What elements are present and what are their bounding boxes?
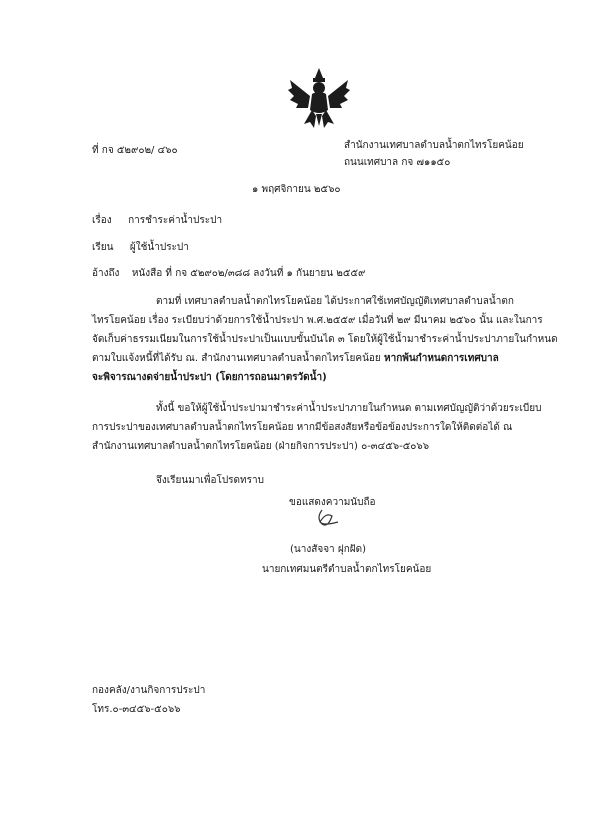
paragraph-2-line-1: ทั้งนี้ ขอให้ผู้ใช้น้ำประปามาชำระค่าน้ำประปาภายในกำหนด ตามเทศบัญญัติว่าด้วยระเบียบ [156,403,542,414]
paragraph-1-line-2: ไทรโยคน้อย เรื่อง ระเบียบว่าด้วยการใช้น้ำประปา พ.ศ.๒๕๕๙ เมื่อวันที่ ๒๙ มีนาคม ๒๕๖๐ นั้น และในการ [92,315,543,326]
document-number: ที่ กจ ๕๒๙๐๒/ ๔๖๐ [92,145,178,156]
recipient-row [92,240,189,255]
recipient-label: เรียน [92,242,114,253]
reference-label: อ้างถึง [92,268,120,279]
paragraph-2-line-2: การประปาของเทศบาลตำบลน้ำตกไทรโยคน้อย หากมีข้อสงสัยหรือข้อข้องประการใดให้ติดต่อได้ ณ [92,422,513,433]
closing-line: จึงเรียนมาเพื่อโปรดทราบ [156,475,264,486]
footer-department: กองคลัง/งานกิจการประปา [92,685,206,696]
reference-row [92,266,365,281]
paragraph-1-line-3: จัดเก็บค่าธรรมเนียมในการใช้น้ำประปาเป็นแบบขั้นบันได ๓ โดยให้ผู้ใช้น้ำมาชำระค่าน้ำประปาภายในกำหนด [92,334,558,345]
paragraph-1-line-4 [92,349,499,368]
signature-icon [312,508,340,530]
paragraph-1-line-1: ตามที่ เทศบาลตำบลน้ำตกไทรโยคน้อย ได้ประกาศใช้เทศบัญญัติเทศบาลตำบลน้ำตก [156,296,514,307]
signer-name: (นางสัจจา ฝุกฝัด) [290,544,367,555]
paragraph-2-line-3: สำนักงานเทศบาลตำบลน้ำตกไทรโยคน้อย (ฝ่ายกิจการประปา) ๐-๓๔๕๖-๕๐๖๖ [92,441,430,452]
office-name: สำนักงานเทศบาลตำบลน้ำตกไทรโยคน้อย [344,140,524,151]
subject-label: เรื่อง [92,215,112,226]
subject-text: การชำระค่าน้ำประปา [128,215,223,226]
reference-text: หนังสือ ที่ กจ ๕๒๙๐๒/๓๘๘ ลงวันที่ ๑ กันยายน ๒๕๕๙ [131,268,366,279]
office-address: ถนนเทศบาล กจ ๗๑๑๕๐ [344,157,451,168]
subject-row [92,213,222,228]
document-date: ๑ พฤศจิกายน ๒๕๖๐ [252,184,341,195]
paragraph-1-line-5: จะพิจารณางดจ่ายน้ำประปา (โดยการถอนมาตรวัดน้ำ) [92,372,327,383]
paragraph-1-line-4-text: ตามใบแจ้งหนี้ที่ได้รับ ณ. สำนักงานเทศบาลตำบลน้ำตกไทรโยคน้อย [92,353,381,364]
garuda-emblem-icon [286,66,352,130]
signer-position: นายกเทศมนตรีตำบลน้ำตกไทรโยคน้อย [262,564,432,575]
recipient-text: ผู้ใช้น้ำประปา [129,242,189,253]
regards-text: ขอแสดงความนับถือ [289,497,376,508]
paragraph-1-warning: หากพ้นกำหนดการเทศบาล [383,353,499,364]
footer-phone: โทร.๐-๓๔๕๖-๕๐๖๖ [92,704,181,715]
